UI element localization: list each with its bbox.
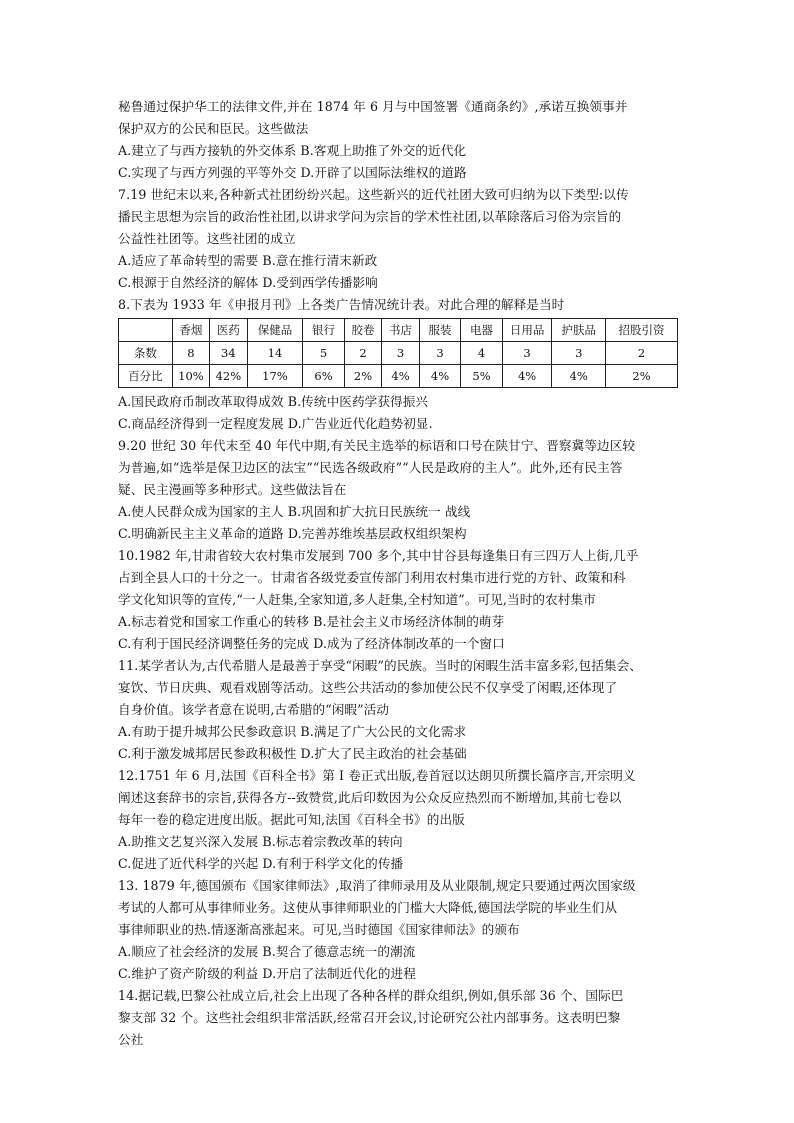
table-cell: 6% (303, 365, 345, 388)
table-cell: 3 (419, 342, 461, 365)
table-header-cell: 银行 (303, 319, 345, 342)
text-block-after-table (118, 391, 680, 1051)
text-line: 10.1982 年,甘肃省较大农村集市发展到 700 多个,其中甘谷县每逢集日有三四万人上街,几乎 (118, 548, 639, 563)
table-cell: 10% (172, 365, 209, 388)
table-cell: 2% (606, 365, 678, 388)
text-line: 疑、民主漫画等多种形式。这些做法旨在 (118, 482, 347, 497)
text-line: 自身价值。该学者意在说明,古希腊的“闲暇”活动 (118, 702, 390, 717)
text-line: 学文化知识等的宣传,“一人赶集,全家知道,多人赶集,全村知道”。可见,当时的农村集市 (118, 592, 596, 607)
text-line: A.有助于提升城邦公民参政意识 B.满足了广大公民的文化需求 (118, 724, 467, 739)
table-cell: 4 (461, 342, 503, 365)
text-line: A.标志着党和国家工作重心的转移 B.是社会主义市场经济体制的萌芽 (118, 614, 505, 629)
text-line: 考试的人都可从事律师业务。这使从事律师职业的门槛大大降低,德国法学院的毕业生们从 (118, 900, 618, 915)
exam-page (118, 96, 680, 1051)
advertising-statistics-table (118, 318, 678, 388)
table-cell: 4% (502, 365, 552, 388)
text-line: 保护双方的公民和臣民。这些做法 (118, 121, 309, 136)
table-header-cell (119, 319, 173, 342)
text-line: C.根源于自然经济的解体 D.受到西学传播影响 (118, 275, 378, 290)
table-header-cell: 保健品 (247, 319, 303, 342)
table-header-cell: 医药 (210, 319, 247, 342)
text-line: 宴饮、节日庆典、观看戏剧等活动。这些公共活动的参加使公民不仅享受了闲暇,还体现了 (118, 680, 618, 695)
table-cell: 3 (382, 342, 419, 365)
table-header-cell: 书店 (382, 319, 419, 342)
table-cell: 4% (419, 365, 461, 388)
text-line: 11.某学者认为,古代希腊人是最善于享受“闲暇”的民族。当时的闲暇生活丰富多彩,包括集会、 (118, 658, 642, 673)
table-header-cell: 服装 (419, 319, 461, 342)
text-line: 秘鲁通过保护华工的法律文件,并在 1874 年 6 月与中国签署《通商条约》,承诺互换领事并 (118, 99, 628, 114)
table-cell: 3 (552, 342, 606, 365)
row-label-cell: 百分比 (119, 365, 173, 388)
row-label-cell: 条数 (119, 342, 173, 365)
table-cell: 4% (382, 365, 419, 388)
table-cell: 14 (247, 342, 303, 365)
table-header-cell: 护肤品 (552, 319, 606, 342)
text-line: A.国民政府币制改革取得成效 B.传统中医药学获得振兴 (118, 394, 429, 409)
text-line: 为普遍,如“选举是保卫边区的法宝”“民选各级政府”“人民是政府的主人”。此外,还有民主答 (118, 460, 623, 475)
text-line: A.助推文艺复兴深入发展 B.标志着宗教改革的转向 (118, 834, 403, 849)
table-header-cell: 胶卷 (344, 319, 381, 342)
text-line: 黎支部 32 个。这些社会组织非常活跃,经常召开会议,讨论研究公社内部事务。这表明巴黎 (118, 1010, 621, 1025)
table-cell: 34 (210, 342, 247, 365)
text-line: C.维护了资产阶级的利益 D.开启了法制近代化的进程 (118, 966, 416, 981)
text-line: C.明确新民主主义革命的道路 D.完善苏维埃基层政权组织架构 (118, 526, 467, 541)
text-line: C.实现了与西方列强的平等外交 D.开辟了以国际法维权的道路 (118, 165, 467, 180)
table-cell: 2 (344, 342, 381, 365)
text-line: 每年一卷的稳定进度出版。据此可知,法国《百科全书》的出版 (118, 812, 465, 827)
text-line: A.适应了革命转型的需要 B.意在推行清末新政 (118, 253, 378, 268)
table-header-row (119, 319, 678, 342)
table-header-cell: 日用品 (502, 319, 552, 342)
text-line: 阐述这套辞书的宗旨,获得各方--致赞赏,此后印数因为公众反应热烈而不断增加,其前七卷以 (118, 790, 622, 805)
text-line: C.商品经济得到一定程度发展 D.广告业近代化趋势初显. (118, 416, 433, 431)
text-line: C.有利于国民经济调整任务的完成 D.成为了经济体制改革的一个窗口 (118, 636, 505, 651)
table-header-cell: 香烟 (172, 319, 209, 342)
table-cell: 8 (172, 342, 209, 365)
text-line: C.促进了近代科学的兴起 D.有利于科学文化的传播 (118, 856, 404, 871)
text-line: A.顺应了社会经济的发展 B.契合了德意志统一的潮流 (118, 944, 416, 959)
table-cell: 2% (344, 365, 381, 388)
text-line: 12.1751 年 6 月,法国《百科全书》第 I 卷正式出版,卷首冠以达朗贝所撰长篇序言,开宗明义 (118, 768, 636, 783)
table-header-cell: 招股引资 (606, 319, 678, 342)
text-line: 9.20 世纪 30 年代末至 40 年代中期,有关民主选举的标语和口号在陕甘宁、晋察冀等边区较 (118, 438, 636, 453)
text-line: A.建立了与西方接轨的外交体系 B.客观上助推了外交的近代化 (118, 143, 467, 158)
table-cell: 3 (502, 342, 552, 365)
text-line: 公益性社团等。这些社团的成立 (118, 231, 296, 246)
text-line: 7.19 世纪末以来,各种新式社团纷纷兴起。这些新兴的近代社团大致可归纳为以下类型:以传 (118, 187, 629, 202)
table-header-cell: 电器 (461, 319, 503, 342)
table-row (119, 365, 678, 388)
text-line: 8.下表为 1933 年《申报月刊》上各类广告情况统计表。对此合理的解释是当时 (118, 297, 565, 312)
table-cell: 17% (247, 365, 303, 388)
text-line: 公社 (118, 1032, 144, 1047)
text-block-before-table (118, 96, 680, 316)
table-cell: 42% (210, 365, 247, 388)
text-line: A.使人民群众成为国家的主人 B.巩固和扩大抗日民族统一 战线 (118, 504, 471, 519)
text-line: 14.据记载,巴黎公社成立后,社会上出现了各种各样的群众组织,例如,俱乐部 36 个、国际巴 (118, 988, 624, 1003)
text-line: 事律师职业的热.情逐渐高涨起来。可见,当时德国《国家律师法》的颁布 (118, 922, 520, 937)
text-line: 13. 1879 年,德国颁布《国家律师法》,取消了律师录用及从业限制,规定只要通过两次国家级 (118, 878, 636, 893)
text-line: 播民主思想为宗旨的政治性社团,以讲求学问为宗旨的学术性社团,以革除落后习俗为宗旨的 (118, 209, 622, 224)
table-cell: 2 (606, 342, 678, 365)
table-cell: 5 (303, 342, 345, 365)
table-row (119, 342, 678, 365)
text-line: 占到全县人口的十分之一。甘肃省各级党委宣传部门利用农村集市进行党的方针、政策和科 (118, 570, 626, 585)
table-cell: 4% (552, 365, 606, 388)
text-line: C.利于激发城邦居民参政积极性 D.扩大了民主政治的社会基础 (118, 746, 467, 761)
table-cell: 5% (461, 365, 503, 388)
